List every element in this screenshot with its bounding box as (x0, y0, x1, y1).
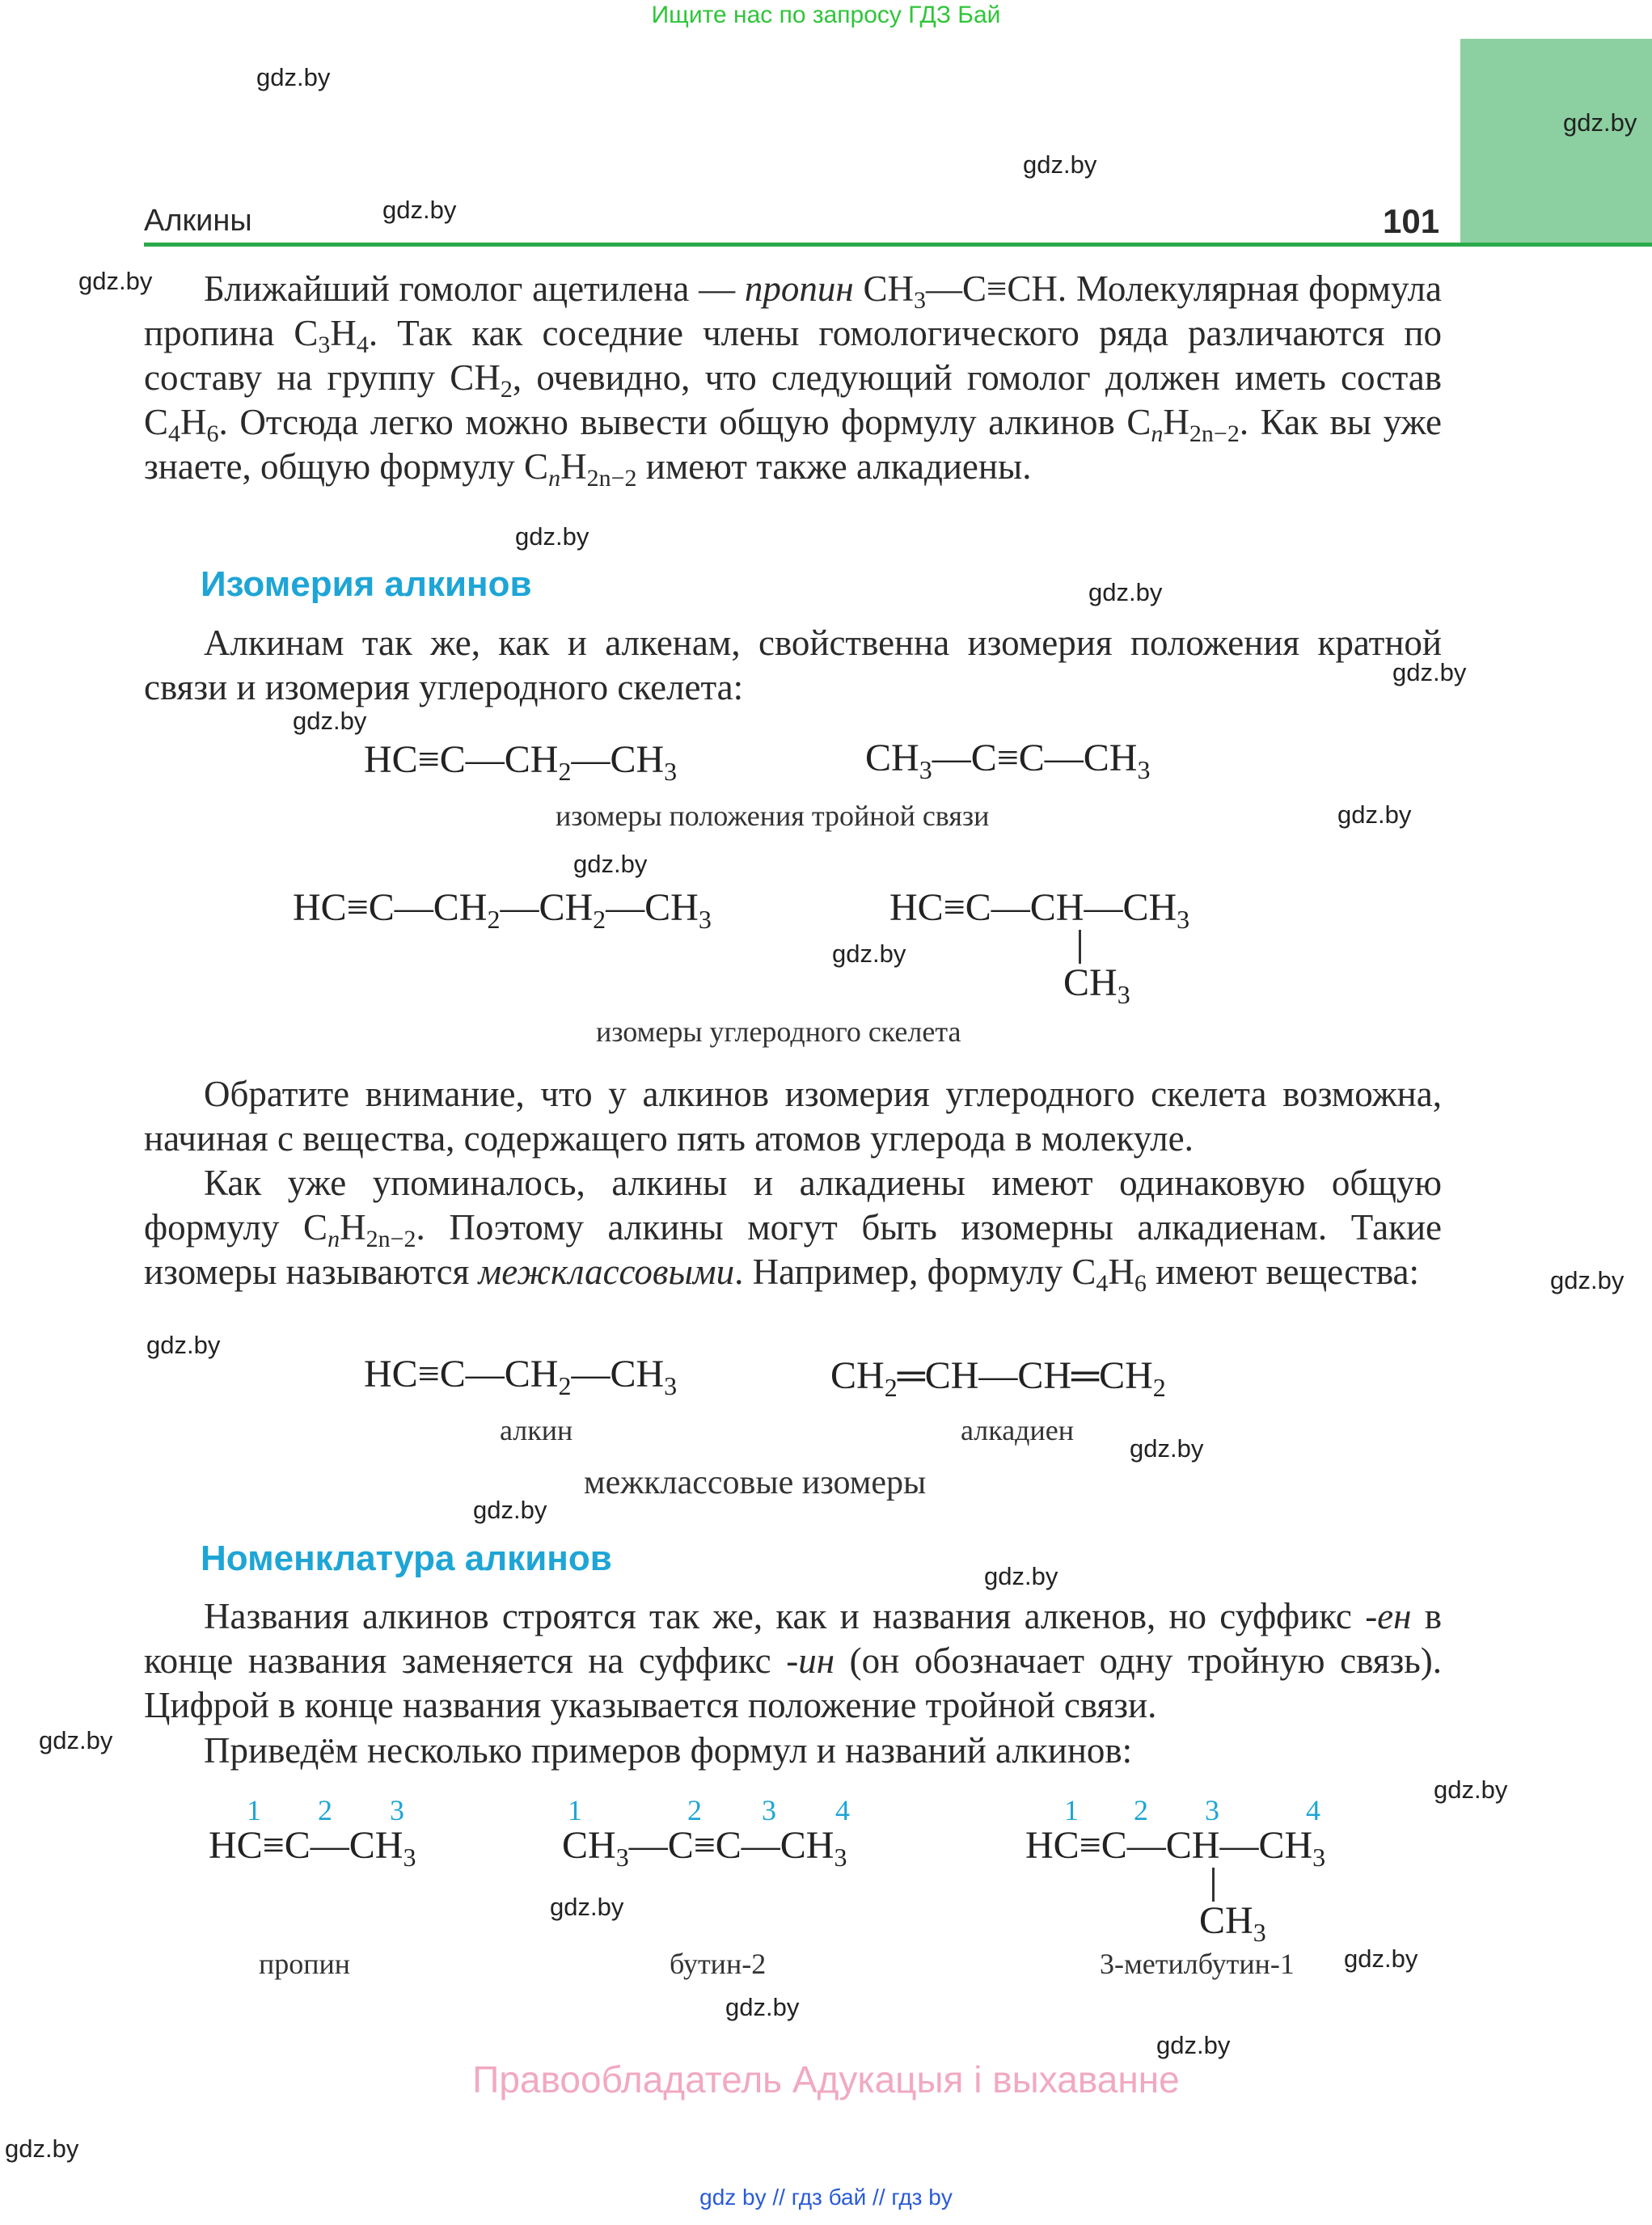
formula-alkadiene: $CH_2═CH—CH═CH_2$ (830, 1354, 1166, 1402)
paragraph-nomenclature: Названия алкинов строятся так же, как и названия алкенов, но суффикс -ен в конце названия заменяется на суффикс -ин (он обозначает одну тройную связь). Цифрой в конце названия указывается положение тройной связи. (144, 1596, 1442, 1725)
green-corner-tab (1460, 39, 1652, 243)
watermark: gdz.by (832, 939, 906, 968)
carbon-number: 1 (1064, 1794, 1079, 1826)
watermark: gdz.by (1392, 658, 1467, 686)
watermark: gdz.by (146, 1331, 221, 1359)
watermark: gdz.by (573, 850, 648, 878)
carbon-number: 3 (1205, 1794, 1219, 1826)
carbon-number: 4 (1306, 1794, 1320, 1826)
paragraph-isomerism: Алкинам так же, как и алкенам, свойственна изомерия положения кратной связи и изомерия углеродного скелета: (144, 623, 1442, 707)
formula-alkyne: $HC\equiv C—CH_2—CH_3$ (364, 1353, 678, 1400)
watermark: gdz.by (1130, 1434, 1204, 1463)
caption-alkyne: алкин (500, 1414, 573, 1446)
page-number: 101 (1383, 202, 1440, 240)
watermark: gdz.by (550, 1893, 624, 1921)
heading-isomerism: Изомерия алкинов (201, 564, 532, 604)
watermark: gdz.by (1563, 108, 1637, 137)
running-head: Алкины (144, 204, 252, 238)
carbon-number: 1 (568, 1794, 582, 1826)
watermark: gdz.by (473, 1496, 547, 1524)
carbon-number: 3 (390, 1794, 404, 1826)
formula-methylbutyne-branch: $CH_3$ (1063, 961, 1130, 1009)
watermark: gdz.by (382, 196, 457, 224)
formula-methylbutyne: $HC\equiv C—CH—CH_3$ (889, 886, 1190, 934)
watermark: gdz.by (1344, 1944, 1418, 1973)
branch-bond (1079, 930, 1081, 964)
name-methylbutyne: 3-метилбутин-1 (1100, 1948, 1295, 1980)
caption-skeleton-isomers: изомеры углеродного скелета (596, 1015, 961, 1048)
name-propyne: пропин (259, 1948, 351, 1980)
watermark: gdz.by (1337, 800, 1412, 829)
copyright-footer: Правообладатель Адукацыя і выхаванне (472, 2058, 1180, 2100)
paragraph-skeleton-note: Обратите внимание, что у алкинов изомерия углеродного скелета возможна, начиная с вещества, содержащего пять атомов углерода в молекуле. (144, 1074, 1442, 1159)
carbon-number: 1 (247, 1794, 261, 1826)
paragraph-homologs: Ближайший гомолог ацетилена — пропин $CH_3—C\equiv CH$. Молекулярная формула пропина $C_3H_4$. Так как соседние члены гомологического ряда различаются по составу на группу $CH_2$, очевидно, что следующий гомолог должен иметь состав $C_4H_6$. Отсюда легко можно вывести общую формулу алкинов $C_nH_{2n-2}$. Как вы уже знаете, общую формулу $C_nH_{2n-2}$ имеют также алкадиены. (144, 268, 1443, 492)
carbon-number: 4 (835, 1794, 850, 1826)
watermark: gdz.by (1550, 1266, 1625, 1294)
watermark: gdz.by (1434, 1775, 1508, 1804)
formula-butyne-2-example: $CH_3—C\equiv C—CH_3$ (562, 1824, 847, 1872)
carbon-number: 2 (1134, 1794, 1148, 1826)
watermark: gdz.by (256, 63, 331, 91)
carbon-number: 2 (318, 1794, 332, 1826)
name-butyne-2: бутин-2 (670, 1948, 767, 1980)
watermark: gdz.by (515, 522, 589, 551)
formula-pentyne-1: $HC\equiv C—CH_2—CH_2—CH_3$ (293, 886, 712, 934)
caption-position-isomers: изомеры положения тройной связи (556, 800, 990, 832)
formula-methylbutyne-example: $HC\equiv C—CH—CH_3$ (1025, 1824, 1326, 1872)
watermark: gdz.by (1088, 578, 1163, 606)
formula-butyne-1: $HC\equiv C—CH_2—CH_3$ (364, 738, 678, 786)
watermark: gdz.by (1156, 2031, 1231, 2059)
watermark: gdz.by (725, 1993, 800, 2021)
heading-nomenclature: Номенклатура алкинов (201, 1539, 612, 1578)
watermark: gdz.by (39, 1726, 113, 1754)
watermark: gdz.by (293, 707, 367, 735)
paragraph-examples: Приведём несколько примеров формул и названий алкинов: (204, 1730, 1133, 1771)
bottom-links[interactable]: gdz by // гдз бай // гдз by (699, 2185, 953, 2210)
watermark: gdz.by (78, 267, 153, 295)
top-banner: Ищите нас по запросу ГДЗ Бай (651, 2, 1001, 28)
watermark: gdz.by (984, 1562, 1058, 1590)
paragraph-interclass: Как уже упоминалось, алкины и алкадиены имеют одинаковую общую формулу $C_nH_{2n-2}$. Поэтому алкины могут быть изомерны алкадиенам. Такие изомеры называются межклассовыми. Например, формулу $C_4H_6$ имеют вещества: (144, 1163, 1443, 1297)
watermark: gdz.by (5, 2134, 79, 2163)
carbon-number: 2 (687, 1794, 702, 1826)
caption-alkadiene: алкадиен (961, 1414, 1075, 1446)
caption-interclass-isomers: межклассовые изомеры (584, 1464, 927, 1501)
formula-butyne-2: $CH_3—C\equiv C—CH_3$ (865, 737, 1151, 784)
header-rule (144, 243, 1652, 247)
formula-propyne: $HC\equiv C—CH_3$ (209, 1824, 416, 1872)
formula-methylbutyne-example-branch: $CH_3$ (1199, 1899, 1266, 1947)
branch-bond (1212, 1868, 1215, 1902)
carbon-number: 3 (762, 1794, 776, 1826)
watermark: gdz.by (1023, 150, 1097, 179)
